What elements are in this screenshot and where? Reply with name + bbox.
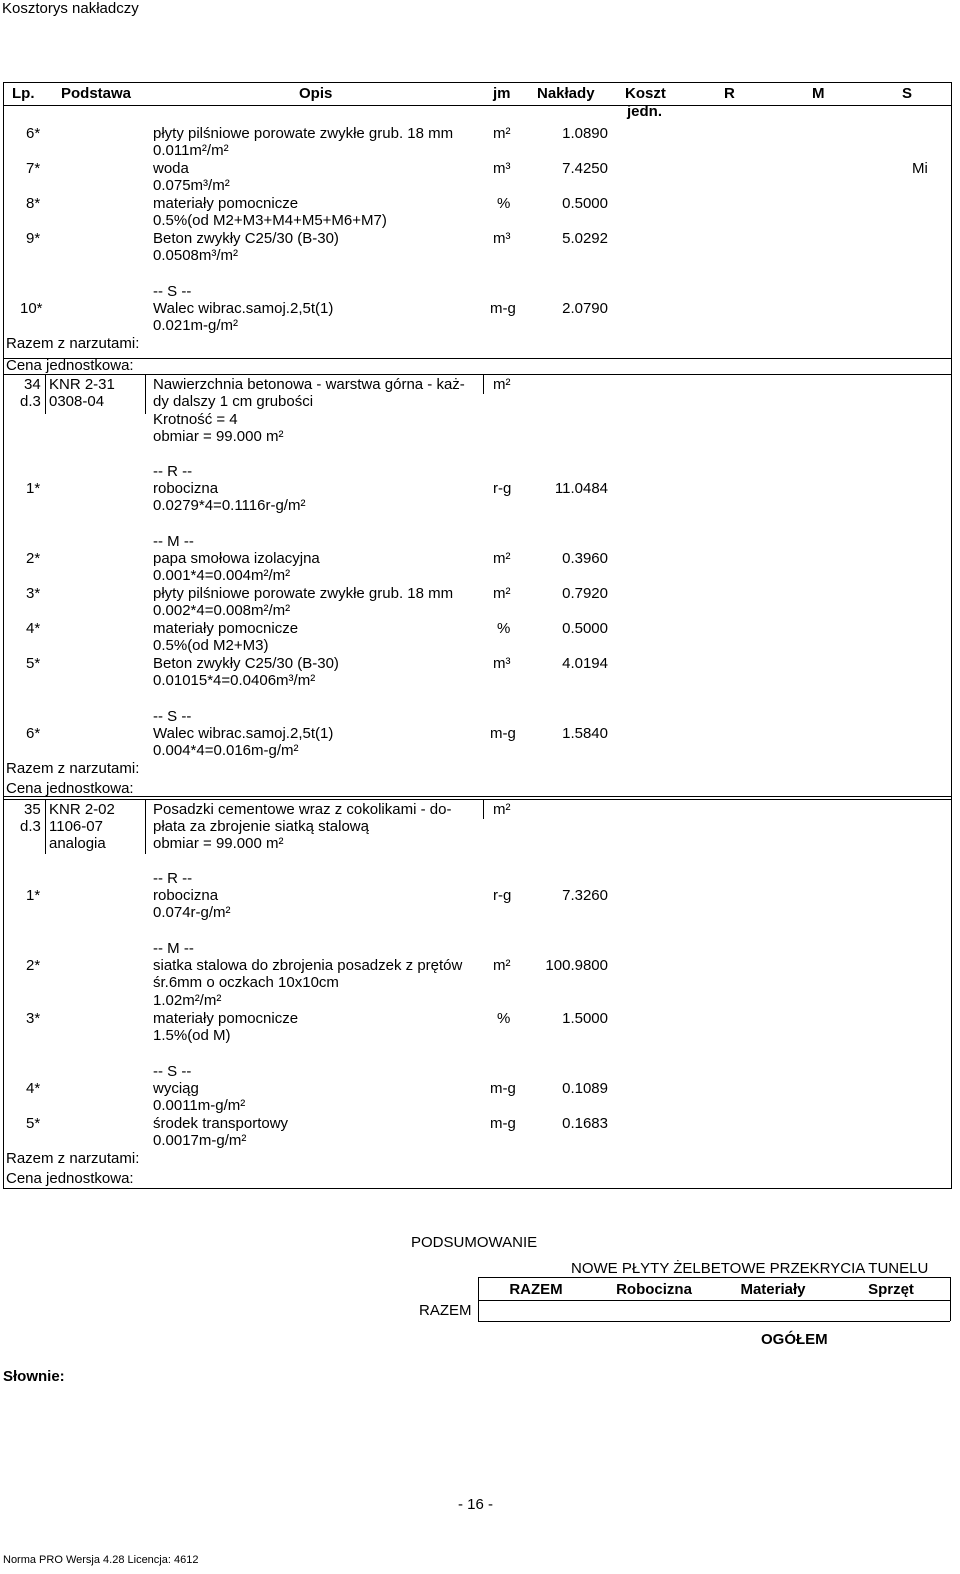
header-naklady: Nakłady [537,85,595,102]
position-description-cont: dy dalszy 1 cm grubości [153,393,314,410]
position-description-cont: płata za zbrojenie siatką stalową [153,818,369,835]
position-number-suffix: d.3 [20,818,41,835]
row-value: 11.0484 [554,480,608,497]
row-lp: 4* [26,620,41,637]
row-unit: m-g [490,1080,516,1097]
row-unit: r-g [493,480,512,497]
cena-label: Cena jednostkowa: [6,780,134,797]
row-desc: Beton zwykły C25/30 (B-30) [153,655,339,672]
row-desc: środek transportowy [153,1115,289,1132]
row-lp: 5* [26,1115,41,1132]
section-label-m: -- M -- [153,940,194,957]
row-lp: 7* [26,160,41,177]
row-value: 2.0790 [562,300,608,317]
header-koszt: Koszt [625,85,666,102]
row-unit: m² [493,957,511,974]
row-value: 0.5000 [562,620,608,637]
summary-ogolem: OGÓŁEM [761,1331,828,1348]
row-formula: 0.0011m-g/m² [153,1097,246,1114]
row-desc: płyty pilśniowe porowate zwykłe grub. 18 mm [153,125,454,142]
position-number-suffix: d.3 [20,393,41,410]
row-desc: materiały pomocnicze [153,620,299,637]
header-s: S [902,85,913,102]
row-formula: 0.011m²/m² [153,142,229,159]
row-desc: robocizna [153,480,219,497]
row-formula: 1.5%(od M) [153,1027,231,1044]
row-formula: 0.074r-g/m² [153,904,231,921]
row-value: 0.1089 [562,1080,608,1097]
row-desc: woda [153,160,189,177]
row-unit: m³ [493,230,511,247]
row-lp: 4* [26,1080,41,1097]
row-formula: 0.01015*4=0.0406m³/m² [153,672,316,689]
row-unit: m³ [493,160,511,177]
summary-subtitle: NOWE PŁYTY ŻELBETOWE PRZEKRYCIA TUNELU [571,1260,929,1277]
row-value: 0.5000 [562,195,608,212]
section-label-s: -- S -- [153,283,192,300]
row-desc: wyciąg [153,1080,199,1097]
row-formula: 0.002*4=0.008m²/m² [153,602,291,619]
position-unit: m² [493,376,511,393]
row-desc-cont: śr.6mm o oczkach 10x10cm [153,974,339,991]
row-formula: 0.5%(od M2+M3+M4+M5+M6+M7) [153,212,387,229]
row-unit: % [497,620,511,637]
summary-col-sprzet: Sprzęt [868,1281,914,1298]
row-formula: 1.02m²/m² [153,992,222,1009]
row-formula: 0.0017m-g/m² [153,1132,247,1149]
row-lp: 10* [20,300,43,317]
row-value: 1.5000 [562,1010,608,1027]
row-value: 7.4250 [562,160,608,177]
row-lp: 1* [26,887,41,904]
summary-row-label: RAZEM [419,1302,472,1319]
row-desc: papa smołowa izolacyjna [153,550,320,567]
row-lp: 5* [26,655,41,672]
header-koszt-jedn: jedn. [627,103,663,120]
summary-title: PODSUMOWANIE [411,1234,538,1251]
section-label-s: -- S -- [153,708,192,725]
position-base-note: analogia [49,835,106,852]
section-label-m: -- M -- [153,533,194,550]
row-unit: m² [493,550,511,567]
row-lp: 3* [26,585,41,602]
row-value: 1.5840 [562,725,608,742]
row-desc: Beton zwykły C25/30 (B-30) [153,230,339,247]
row-value: 0.7920 [562,585,608,602]
row-formula: 0.075m³/m² [153,177,230,194]
razem-label: Razem z narzutami: [6,760,140,777]
section-label-s: -- S -- [153,1063,192,1080]
summary-col-robocizna: Robocizna [616,1281,692,1298]
row-formula: 0.021m-g/m² [153,317,239,334]
position-number: 34 [24,376,41,393]
row-desc: materiały pomocnicze [153,195,299,212]
row-lp: 1* [26,480,41,497]
row-desc: płyty pilśniowe porowate zwykłe grub. 18 mm [153,585,454,602]
row-lp: 8* [26,195,41,212]
cena-label: Cena jednostkowa: [6,357,134,374]
summary-col-materialy: Materiały [740,1281,806,1298]
summary-col-razem: RAZEM [509,1281,563,1298]
row-desc: Walec wibrac.samoj.2,5t(1) [153,725,334,742]
header-lp: Lp. [12,85,35,102]
section-label-r: -- R -- [153,870,193,887]
page-number: - 16 - [458,1496,494,1513]
position-base-code: 1106-07 [49,818,103,835]
header-jm: jm [493,85,511,102]
row-value: 1.0890 [562,125,608,142]
row-lp: 6* [26,725,41,742]
slownie-label: Słownie: [3,1368,65,1385]
header-podstawa: Podstawa [61,85,132,102]
row-desc: materiały pomocnicze [153,1010,299,1027]
header-opis: Opis [299,85,333,102]
razem-label: Razem z narzutami: [6,335,140,352]
row-value: 0.3960 [562,550,608,567]
row-desc: Walec wibrac.samoj.2,5t(1) [153,300,334,317]
row-lp: 9* [26,230,41,247]
position-description: Nawierzchnia betonowa - warstwa górna - każ- [153,376,465,393]
row-lp: 6* [26,125,41,142]
position-description: Posadzki cementowe wraz z cokolikami - do- [153,801,452,818]
position-base: KNR 2-31 [49,376,115,393]
row-formula: 0.004*4=0.016m-g/m² [153,742,299,759]
row-unit: % [497,195,511,212]
row-value: 0.1683 [562,1115,608,1132]
position-obmiar: obmiar = 99.000 m² [153,835,284,852]
row-unit: m² [493,585,511,602]
row-unit: m-g [490,725,516,742]
row-lp: 2* [26,550,41,567]
document-title: Kosztorys nakładczy [2,0,139,17]
row-desc: robocizna [153,887,219,904]
section-label-r: -- R -- [153,463,193,480]
row-lp: 2* [26,957,41,974]
footer-license: Norma PRO Wersja 4.28 Licencja: 4612 [3,1554,199,1566]
position-base-code: 0308-04 [49,393,105,410]
position-base: KNR 2-02 [49,801,115,818]
row-formula: 0.0508m³/m² [153,247,239,264]
row-mark: Mi [912,160,928,177]
row-unit: % [497,1010,511,1027]
row-formula: 0.001*4=0.004m²/m² [153,567,291,584]
position-number: 35 [24,801,41,818]
razem-label: Razem z narzutami: [6,1150,140,1167]
position-obmiar: obmiar = 99.000 m² [153,428,284,445]
row-desc: siatka stalowa do zbrojenia posadzek z prętów [153,957,463,974]
row-value: 7.3260 [562,887,608,904]
position-unit: m² [493,801,511,818]
row-unit: m-g [490,1115,516,1132]
row-formula: 0.5%(od M2+M3) [153,637,269,654]
row-unit: m-g [490,300,516,317]
row-value: 5.0292 [562,230,608,247]
header-m: M [812,85,825,102]
row-value: 4.0194 [562,655,608,672]
row-lp: 3* [26,1010,41,1027]
row-formula: 0.0279*4=0.1116r-g/m² [153,497,306,514]
row-unit: m³ [493,655,511,672]
row-value: 100.9800 [545,957,608,974]
position-krotnosc: Krotność = 4 [153,411,238,428]
row-unit: m² [493,125,511,142]
header-r: R [724,85,735,102]
cena-label: Cena jednostkowa: [6,1170,134,1187]
row-unit: r-g [493,887,512,904]
